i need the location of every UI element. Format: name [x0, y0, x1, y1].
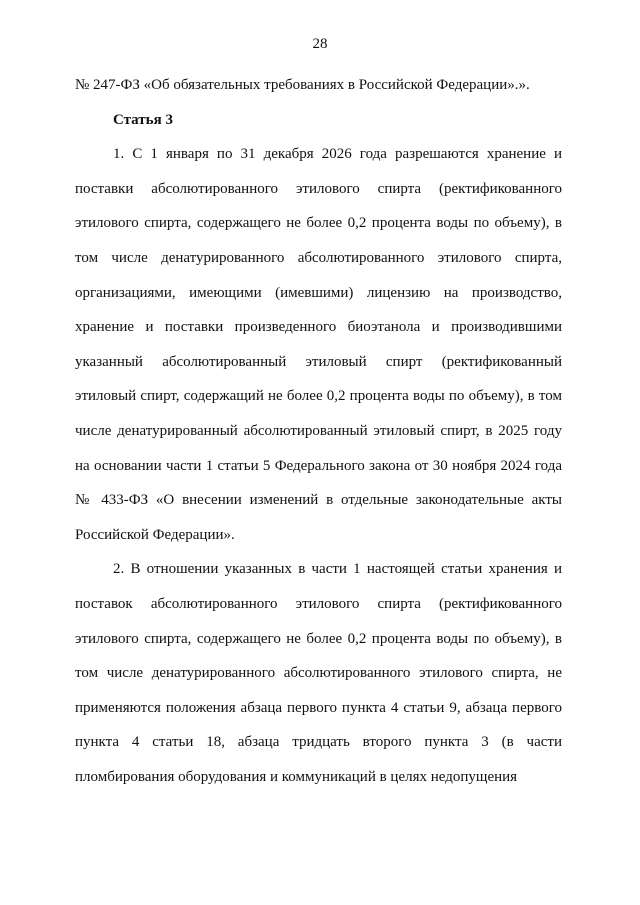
article-heading: Статья 3: [113, 111, 173, 128]
paragraph-2: 2. В отношении указанных в части 1 настоящей статьи хранения и поставок абсолютированного этилового спирта (ректификованного этилового спирта, содержащего не более 0,2 процента воды по объему), в том числе денатурированного абсолютированного этилового спирта, не применяются положения абзаца первого пункта 4 статьи 9, абзаца первого пункта 4 статьи 18, абзаца тридцать второго пункта 3 (в части пломбирования оборудования и коммуникаций в целях недопущения: [75, 561, 562, 785]
page-number: 28: [312, 36, 328, 52]
paragraph-1: 1. С 1 января по 31 декабря 2026 года разрешаются хранение и поставки абсолютированного этилового спирта (ректификованного этилового спирта, содержащего не более 0,2 процента воды по объему), в том числе денатурированного абсолютированного этилового спирта, организациями, имеющими (имевшими) лицензию на производство, хранение и поставки произведенного биоэтанола и производившими указанный абсолютированный этиловый спирт (ректификованный этиловый спирт, содержащий не более 0,2 процента воды по объему), в том числе денатурированный абсолютированный этиловый спирт, в 2025 году на основании части 1 статьи 5 Федерального закона от 30 ноября 2024 года № 433-ФЗ «О внесении изменений в отдельные законодательные акты Российской Федерации».: [75, 146, 562, 543]
continuation-text: № 247-ФЗ «Об обязательных требованиях в Российской Федерации».».: [75, 77, 530, 93]
document-body: [75, 68, 562, 794]
